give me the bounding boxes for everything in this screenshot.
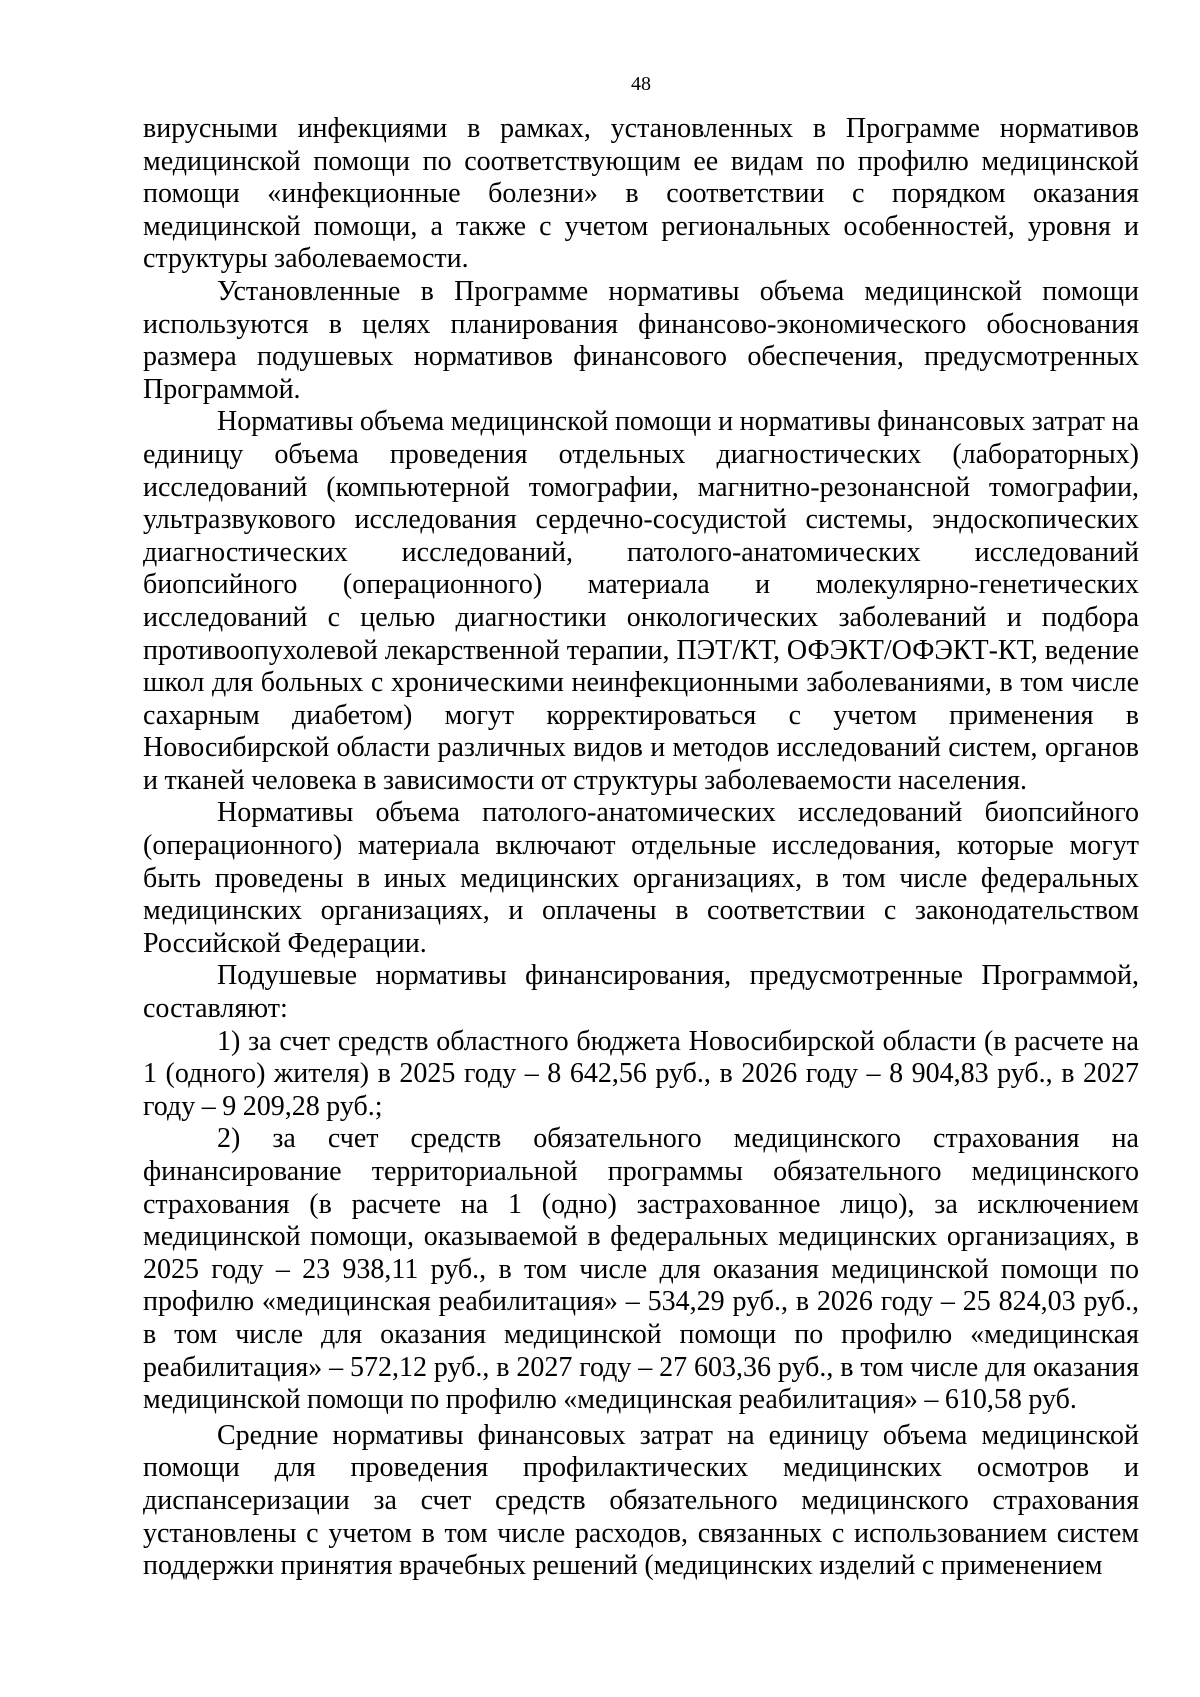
document-page	[143, 0, 1139, 1697]
paragraph-volume-norms-usage: Установленные в Программе нормативы объема медицинской помощи используются в целях планирования финансово-экономического обоснования размера подушевых нормативов финансового обеспечения, предусмотренных Программой.	[143, 275, 1139, 405]
paragraph-diagnostic-norms: Нормативы объема медицинской помощи и нормативы финансовых затрат на единицу объема проведения отдельных диагностических (лабораторных) исследований (компьютерной томографии, магнитно-резонансной томографии, ультразвукового исследования сердечно-сосудистой системы, эндоскопических диагностических исследований, патолого-анатомических исследований биопсийного (операционного) материала и молекулярно-генетических исследований с целью диагностики онкологических заболеваний и подбора противоопухолевой лекарственной терапии, ПЭТ/КТ, ОФЭКТ/ОФЭКТ-КТ, ведение школ для больных с хроническими неинфекционными заболеваниями, в том числе сахарным диабетом) могут корректироваться с учетом применения в Новосибирской области различных видов и методов исследований систем, органов и тканей человека в зависимости от структуры заболеваемости населения.	[143, 406, 1139, 796]
list-item-regional-budget: 1) за счет средств областного бюджета Новосибирской области (в расчете на 1 (одного) жителя) в 2025 году – 8 642,56 руб., в 2026 году – 8 904,83 руб., в 2027 году – 9 209,28 руб.;	[143, 1025, 1139, 1122]
page-number: 48	[631, 73, 651, 95]
paragraph-per-capita-intro: Подушевые нормативы финансирования, предусмотренные Программой, составляют:	[143, 960, 1139, 1025]
paragraph-pathology-norms: Нормативы объема патолого-анатомических исследований биопсийного (операционного) материала включают отдельные исследования, которые могут быть проведены в иных медицинских организациях, в том числе федеральных медицинских организациях, и оплачены в соответствии с законодательством Российской Федерации.	[143, 797, 1139, 959]
list-item-oms-funding: 2) за счет средств обязательного медицинского страхования на финансирование территориальной программы обязательного медицинского страхования (в расчете на 1 (одно) застрахованное лицо), за исключением медицинской помощи, оказываемой в федеральных медицинских организациях, в 2025 году – 23 938,11 руб., в том числе для оказания медицинской помощи по профилю «медицинская реабилитация» – 534,29 руб., в 2026 году – 25 824,03 руб., в том числе для оказания медицинской помощи по профилю «медицинская реабилитация» – 572,12 руб., в 2027 году – 27 603,36 руб., в том числе для оказания медицинской помощи по профилю «медицинская реабилитация» – 610,58 руб.	[143, 1123, 1139, 1416]
paragraph-continuation: вирусными инфекциями в рамках, установленных в Программе нормативов медицинской помощи по соответствующим ее видам по профилю медицинской помощи «инфекционные болезни» в соответствии с порядком оказания медицинской помощи, а также с учетом региональных особенностей, уровня и структуры заболеваемости.	[143, 113, 1139, 275]
paragraph-average-cost-norms: Средние нормативы финансовых затрат на единицу объема медицинской помощи для проведения профилактических медицинских осмотров и диспансеризации за счет средств обязательного медицинского страхования установлены с учетом в том числе расходов, связанных с использованием систем поддержки принятия врачебных решений (медицинских изделий с применением	[143, 1419, 1139, 1582]
document-body	[143, 113, 1139, 1583]
